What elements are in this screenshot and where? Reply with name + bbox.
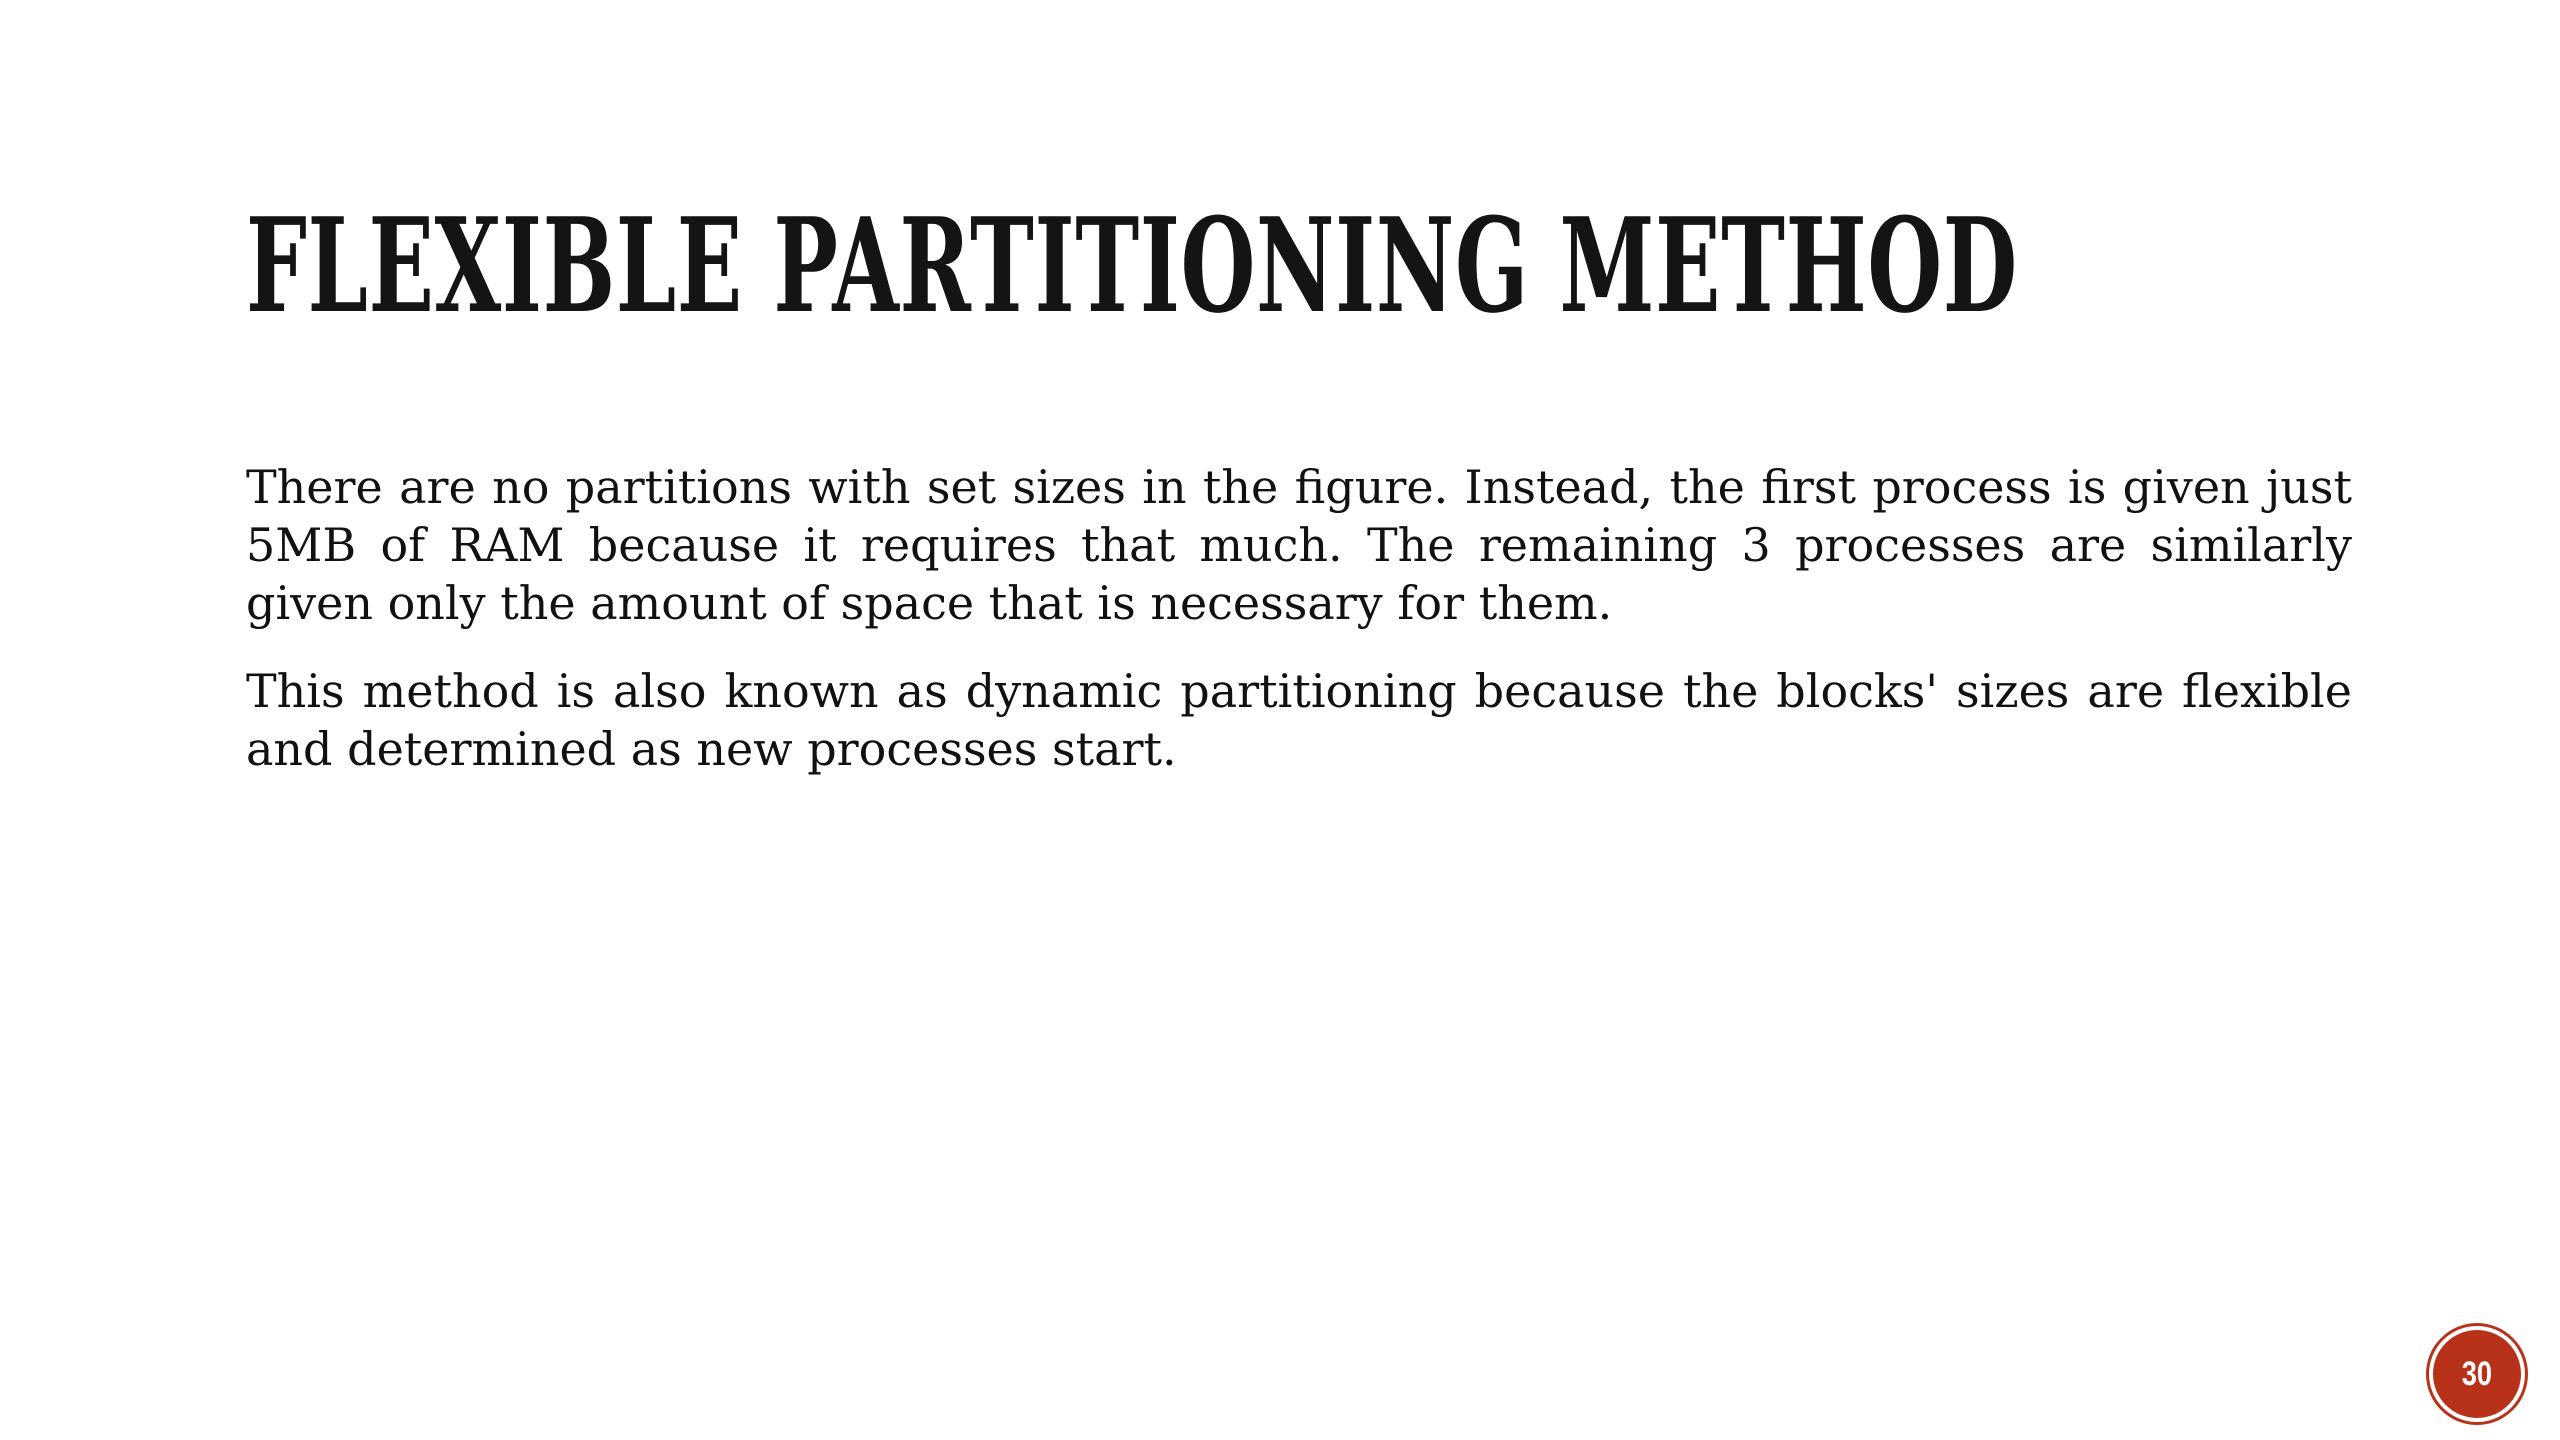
body-paragraph-1: There are no partitions with set sizes in the figure. Instead, the first process is given just 5MB of RAM because it requires that much. The remaining 3 processes are similarly given only the amount of space that is necessary for them.	[246, 460, 2352, 630]
page-number: 30	[2461, 1354, 2493, 1393]
slide-body	[246, 458, 2352, 808]
body-paragraph-2: This method is also known as dynamic partitioning because the blocks' sizes are flexible and determined as new processes start.	[246, 664, 2352, 776]
page-number-badge	[2433, 1330, 2521, 1418]
slide-title: FLEXIBLE PARTITIONING METHOD	[246, 189, 2018, 342]
